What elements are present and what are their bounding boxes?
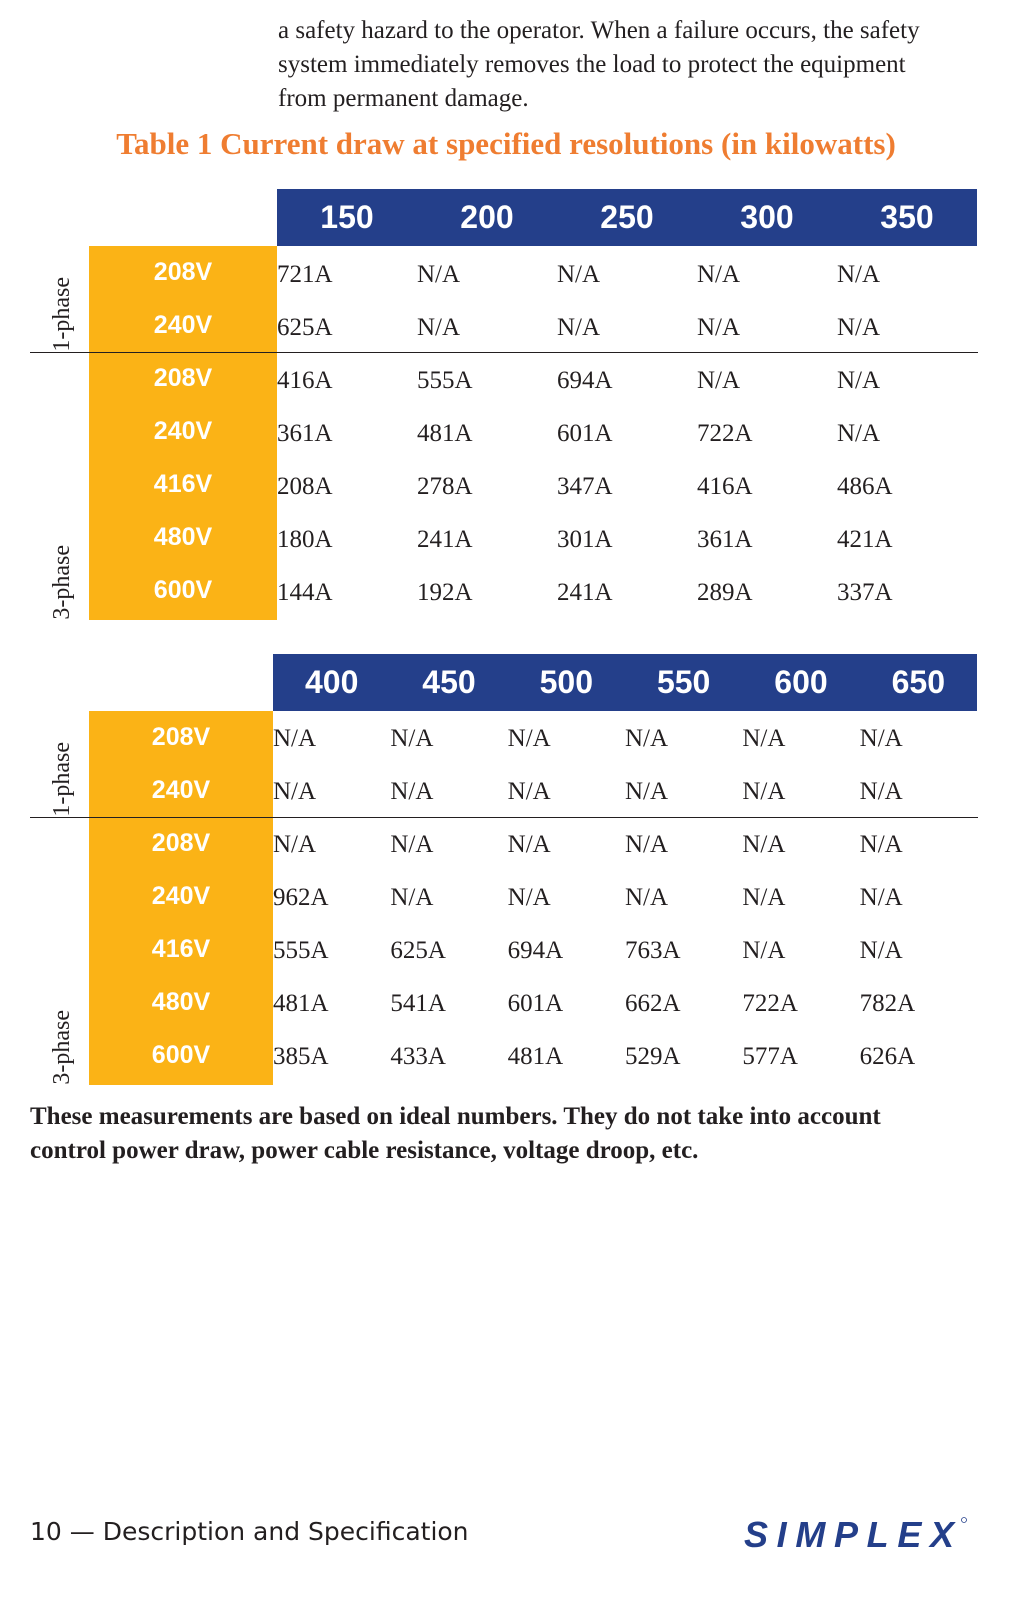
voltage-label: 208V [151,829,211,857]
cell: 347A [557,473,613,500]
cell: N/A [742,937,786,964]
column-header: 450 [422,664,476,700]
cell: 192A [417,579,473,606]
cell: N/A [507,778,551,805]
cell: N/A [273,778,317,805]
phase-label-3 [38,353,86,620]
cell: N/A [742,884,786,911]
cell: N/A [507,884,551,911]
cell: 555A [417,367,473,394]
cell: N/A [837,367,881,394]
phase-text: 3-phase [48,545,75,620]
cell: N/A [742,725,786,752]
cell: N/A [507,725,551,752]
table-title: Table 1 Current draw at specified resolutions (in kilowatts) [116,126,896,161]
voltage-label: 208V [153,364,213,392]
cell: 962A [273,884,329,911]
phase-text: 3-phase [48,1010,75,1085]
cell: 541A [390,990,446,1017]
table-body [273,712,977,1083]
table-row [273,977,977,1030]
table-row [273,924,977,977]
table-row [277,301,977,354]
phase-text: 1-phase [48,742,75,817]
intro-paragraph [278,14,998,116]
voltage-label: 208V [153,258,213,286]
cell: 144A [277,579,333,606]
cell: 481A [507,1043,564,1070]
cell: 662A [624,990,681,1017]
cell: 481A [273,990,329,1017]
table-header [277,189,977,246]
cell: 722A [742,990,798,1017]
table-row [273,765,977,818]
cell: 278A [417,473,473,500]
cell: N/A [507,831,551,858]
simplex-logo [744,1514,969,1554]
table-row [277,407,977,460]
column-header: 400 [304,664,359,700]
cell: 486A [837,473,893,500]
intro-line: system immediately removes the load to protect the equipment [278,51,906,78]
phase-label-3 [38,818,86,1085]
column-header: 650 [891,664,945,700]
voltage-label: 208V [151,723,211,751]
column-header: 500 [539,664,594,700]
voltage-label: 480V [153,523,213,551]
cell: 625A [390,937,446,964]
phase-text: 1-phase [48,277,75,352]
cell: 626A [859,1043,916,1070]
cell: N/A [697,314,741,341]
cell: 625A [277,314,333,341]
logo-text: SIMPLEX [744,1514,956,1554]
cell: 529A [624,1043,681,1070]
table-row [277,513,977,566]
cell: N/A [557,314,601,341]
page-footer-label: 10 — Description and Specification [30,1517,469,1546]
cell: N/A [837,420,881,447]
cell: N/A [859,725,903,752]
cell: N/A [390,778,434,805]
voltage-label: 416V [153,470,213,498]
cell: 694A [557,367,613,394]
cell: 555A [273,937,329,964]
cell: N/A [742,778,786,805]
column-header: 300 [740,199,794,235]
cell: N/A [697,367,741,394]
cell: 241A [557,579,613,606]
cell: 301A [557,526,613,553]
cell: 601A [557,420,613,447]
footnote [30,1100,970,1168]
footnote-line: control power draw, power cable resistance, voltage droop, etc. [30,1137,699,1164]
cell: N/A [742,831,786,858]
cell: N/A [390,831,434,858]
cell: N/A [417,314,461,341]
cell: 180A [277,526,333,553]
cell: 385A [273,1043,329,1070]
cell: 601A [507,990,564,1017]
cell: 577A [742,1043,798,1070]
cell: N/A [624,831,669,858]
cell: 763A [624,937,681,964]
intro-line: a safety hazard to the operator. When a failure occurs, the safety [278,17,920,44]
cell: 208A [277,473,333,500]
voltage-column [89,711,273,1085]
cell: N/A [697,261,741,288]
voltage-label: 600V [151,1041,211,1069]
footnote-line: These measurements are based on ideal numbers. They do not take into account [30,1103,881,1130]
voltage-label: 240V [153,311,213,339]
table-row [273,818,977,871]
column-header: 150 [320,199,374,235]
cell: 416A [277,367,333,394]
cell: N/A [390,884,434,911]
cell: N/A [417,261,461,288]
column-header: 550 [656,664,711,700]
table-row [277,354,977,407]
cell: 721A [277,261,333,288]
cell: 337A [837,579,893,606]
cell: N/A [837,261,881,288]
column-header: 200 [460,199,514,235]
column-header: 600 [774,664,828,700]
table-row [277,248,977,301]
cell: 782A [859,990,916,1017]
table-row [273,1030,977,1083]
cell: 421A [837,526,893,553]
cell: 289A [697,579,753,606]
phase-label-1 [38,711,86,817]
cell: N/A [557,261,601,288]
voltage-label: 240V [151,776,211,804]
voltage-label: 416V [151,935,211,963]
voltage-label: 480V [151,988,211,1016]
cell: 481A [417,420,473,447]
table-row [273,712,977,765]
cell: N/A [859,937,903,964]
cell: 361A [277,420,333,447]
cell: N/A [859,831,903,858]
cell: 722A [697,420,753,447]
cell: N/A [624,725,669,752]
voltage-column [89,246,277,620]
table-row [277,460,977,513]
cell: N/A [273,831,317,858]
cell: N/A [273,725,317,752]
table-body [277,248,977,619]
intro-line: from permanent damage. [278,85,529,112]
phase-label-1 [38,246,86,352]
cell: N/A [624,778,669,805]
cell: N/A [859,884,903,911]
cell: 241A [417,526,473,553]
column-header: 350 [880,199,934,235]
cell: 361A [697,526,753,553]
column-header: 250 [600,199,654,235]
cell: N/A [859,778,903,805]
table-header [273,654,977,711]
table-row [273,871,977,924]
cell: N/A [624,884,669,911]
voltage-label: 240V [153,417,213,445]
cell: 416A [697,473,753,500]
cell: N/A [390,725,434,752]
cell: 694A [507,937,564,964]
cell: N/A [837,314,881,341]
cell: 433A [390,1043,446,1070]
table-row [277,566,977,619]
voltage-label: 240V [151,882,211,910]
voltage-label: 600V [153,576,213,604]
